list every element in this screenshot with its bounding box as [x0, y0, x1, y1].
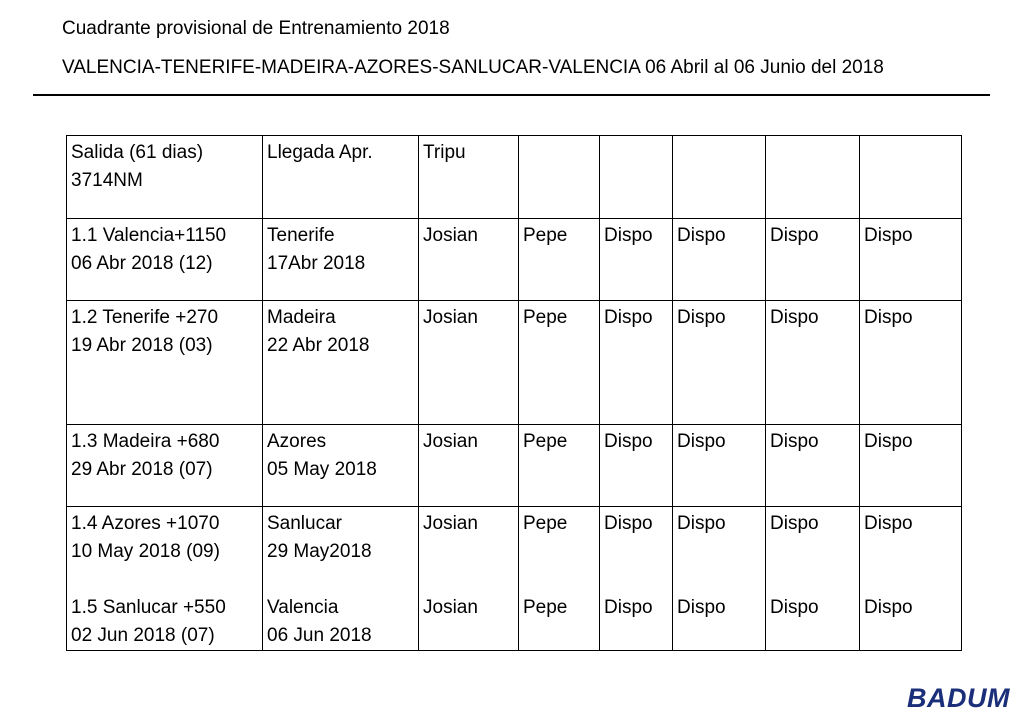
- llegada-port: Azores: [267, 431, 327, 452]
- crew-cell: Pepe: [519, 301, 600, 425]
- llegada-port: Sanlucar: [267, 513, 342, 534]
- salida-cell: [67, 219, 263, 301]
- crew-cell: Dispo: [860, 301, 962, 425]
- crew-cell: Dispo: [600, 425, 673, 507]
- llegada-port: Tenerife: [267, 225, 335, 246]
- crew-cell: Dispo: [766, 219, 860, 301]
- crew-name: Josian: [423, 513, 478, 534]
- salida-route: 1.2 Tenerife +270: [71, 307, 219, 328]
- crew-cell: Dispo: [766, 425, 860, 507]
- header-salida: [67, 136, 263, 219]
- salida-cell: [67, 507, 263, 651]
- crew-cell: Dispo: [600, 301, 673, 425]
- salida-route: 1.5 Sanlucar +550: [71, 597, 226, 618]
- crew-name: Dispo: [604, 597, 653, 618]
- table-row: [67, 301, 962, 425]
- crew-cell: Dispo: [600, 219, 673, 301]
- crew-cell: [419, 507, 519, 651]
- crew-cell: Dispo: [673, 425, 766, 507]
- header-empty: [519, 136, 600, 219]
- table-row: [67, 425, 962, 507]
- crew-cell: [766, 507, 860, 651]
- page-title: Cuadrante provisional de Entrenamiento 2018: [62, 18, 450, 39]
- salida-route: 1.4 Azores +1070: [71, 513, 220, 534]
- header-empty: [766, 136, 860, 219]
- llegada-date: 05 May 2018: [267, 459, 377, 480]
- llegada-port: Madeira: [267, 307, 336, 328]
- crew-name: Dispo: [604, 513, 653, 534]
- header-llegada: Llegada Apr.: [263, 136, 419, 219]
- crew-cell: Dispo: [860, 219, 962, 301]
- salida-cell: [67, 425, 263, 507]
- salida-date: 02 Jun 2018 (07): [71, 625, 215, 646]
- crew-name: Dispo: [677, 513, 726, 534]
- crew-cell: Josian: [419, 425, 519, 507]
- page-subtitle: VALENCIA-TENERIFE-MADEIRA-AZORES-SANLUCAR-VALENCIA 06 Abril al 06 Junio del 2018: [62, 57, 884, 78]
- salida-date: 10 May 2018 (09): [71, 541, 220, 562]
- crew-name: Dispo: [677, 597, 726, 618]
- llegada-cell: [263, 507, 419, 651]
- crew-cell: Dispo: [860, 425, 962, 507]
- llegada-cell: [263, 425, 419, 507]
- crew-cell: [860, 507, 962, 651]
- crew-cell: Josian: [419, 219, 519, 301]
- header-empty: [860, 136, 962, 219]
- crew-name: Dispo: [864, 513, 913, 534]
- crew-cell: Dispo: [673, 301, 766, 425]
- salida-route: 1.3 Madeira +680: [71, 431, 220, 452]
- crew-cell: Josian: [419, 301, 519, 425]
- header-empty: [673, 136, 766, 219]
- crew-cell: [673, 507, 766, 651]
- crew-name: Pepe: [523, 513, 568, 534]
- salida-date: 06 Abr 2018 (12): [71, 253, 213, 274]
- llegada-port: Valencia: [267, 597, 339, 618]
- header-tripu: Tripu: [419, 136, 519, 219]
- crew-cell: Pepe: [519, 425, 600, 507]
- crew-cell: Dispo: [766, 301, 860, 425]
- table-row: [67, 507, 962, 651]
- table-header-row: [67, 136, 962, 219]
- crew-name: Josian: [423, 597, 478, 618]
- crew-name: Dispo: [770, 597, 819, 618]
- crew-cell: Pepe: [519, 219, 600, 301]
- llegada-date: 22 Abr 2018: [267, 335, 370, 356]
- llegada-date: 17Abr 2018: [267, 253, 366, 274]
- crew-cell: Dispo: [673, 219, 766, 301]
- header-empty: [600, 136, 673, 219]
- salida-date: 19 Abr 2018 (03): [71, 335, 213, 356]
- salida-route: 1.1 Valencia+1150: [71, 225, 227, 246]
- header-salida-line2: 3714NM: [71, 170, 143, 191]
- schedule-table: [66, 135, 962, 651]
- table-row: [67, 219, 962, 301]
- crew-name: Dispo: [770, 513, 819, 534]
- llegada-cell: [263, 301, 419, 425]
- title-divider: [33, 94, 990, 96]
- crew-cell: [600, 507, 673, 651]
- salida-cell: [67, 301, 263, 425]
- crew-name: Dispo: [864, 597, 913, 618]
- llegada-date: 29 May2018: [267, 541, 372, 562]
- llegada-cell: [263, 219, 419, 301]
- crew-name: Pepe: [523, 597, 568, 618]
- badum-logo: BADUM: [907, 683, 1010, 713]
- salida-date: 29 Abr 2018 (07): [71, 459, 213, 480]
- header-salida-line1: Salida (61 dias): [71, 142, 204, 163]
- llegada-date: 06 Jun 2018: [267, 625, 372, 646]
- crew-cell: [519, 507, 600, 651]
